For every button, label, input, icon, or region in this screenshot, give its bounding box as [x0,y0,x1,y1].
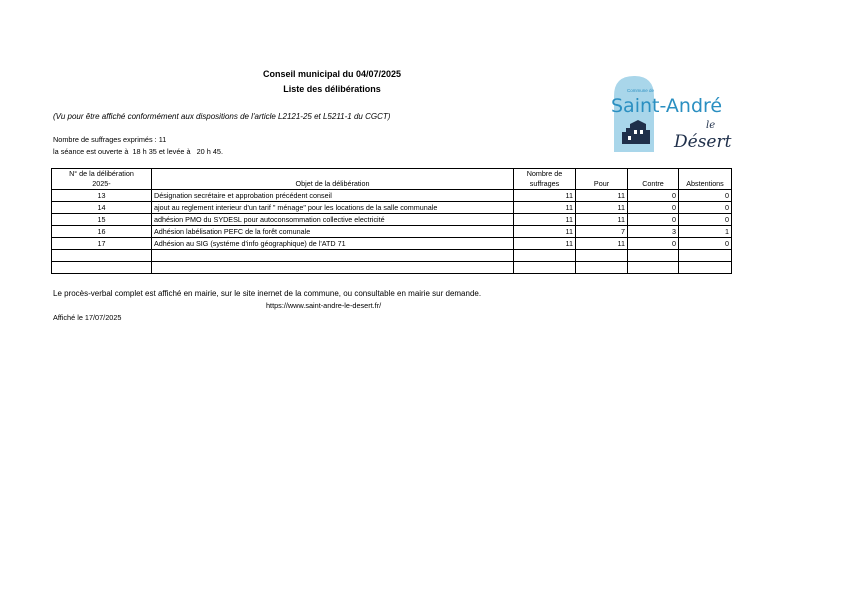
page-title: Conseil municipal du 04/07/2025 [262,69,402,79]
cell-num: 16 [52,226,152,238]
header-num-line2: 2025- [92,179,111,188]
pv-note: Le procès-verbal complet est affiché en mairie, sur le site inernet de la commune, ou consultable en mairie sur demande. [53,289,482,298]
header-pour: Pour [576,169,628,190]
cell-num: 14 [52,202,152,214]
display-date: Affiché le 17/07/2025 [53,313,122,322]
cell-objet: adhésion PMO du SYDESL pour autoconsommation collective electricité [152,214,514,226]
cell-contre: 0 [628,202,679,214]
deliberations-table [51,168,732,274]
cell-pour: 11 [576,238,628,250]
table-row [52,238,732,250]
cell-contre: 0 [628,190,679,202]
header-objet: Objet de la délibération [152,169,514,190]
legal-note: (Vu pour être affiché conformément aux dispositions de l'article L2121-25 et L5211-1 du CGCT) [53,112,391,121]
suffrages-info: Nombre de suffrages exprimés : 11 [53,135,167,144]
cell-suffrages: 11 [514,190,576,202]
logo-line2: le [706,120,716,131]
cell-suffrages: 11 [514,214,576,226]
cell-abstentions: 0 [679,190,732,202]
header-suffrages-line2: suffrages [529,179,560,188]
cell-objet: Adhésion au SIG (systéme d'info géographique) de l'ATD 71 [152,238,514,250]
cell-num: 17 [52,238,152,250]
cell-contre: 3 [628,226,679,238]
table-header-row [52,169,732,190]
cell-abstentions: 0 [679,238,732,250]
cell-num: 13 [52,190,152,202]
logo-line1: Saint-André [611,95,723,117]
table-row-empty [52,250,732,262]
header-suffrages-line1: Nombre de [526,169,563,178]
cell-abstentions: 0 [679,202,732,214]
table-row [52,226,732,238]
website-url[interactable]: https://www.saint-andre-le-desert.fr/ [266,301,382,310]
logo-line3: Désert [674,132,732,152]
table-row [52,190,732,202]
table-row [52,214,732,226]
header-num [52,169,152,190]
cell-num: 15 [52,214,152,226]
cell-abstentions: 0 [679,214,732,226]
cell-pour: 7 [576,226,628,238]
cell-pour: 11 [576,190,628,202]
seance-info: la séance est ouverte à 18 h 35 et levée à 20 h 45. [53,147,223,156]
cell-contre: 0 [628,214,679,226]
header-num-line1: N° de la délibération [69,169,134,178]
cell-contre: 0 [628,238,679,250]
cell-suffrages: 11 [514,238,576,250]
logo-small-text: Commune de [627,88,655,93]
commune-logo [608,74,738,154]
table-row-empty [52,262,732,274]
page-subtitle: Liste des délibérations [283,84,381,94]
cell-suffrages: 11 [514,226,576,238]
cell-abstentions: 1 [679,226,732,238]
cell-pour: 11 [576,202,628,214]
table-row [52,202,732,214]
cell-pour: 11 [576,214,628,226]
cell-objet: Adhésion labélisation PEFC de la forêt comunale [152,226,514,238]
cell-objet: ajout au reglement interieur d'un tarif " ménage" pour les locations de la salle communale [152,202,514,214]
header-abstentions: Abstentions [679,169,732,190]
cell-objet: Désignation secrétaire et approbation précédent conseil [152,190,514,202]
header-suffrages [514,169,576,190]
logo-graphic [608,74,738,154]
cell-suffrages: 11 [514,202,576,214]
header-contre: Contre [628,169,679,190]
